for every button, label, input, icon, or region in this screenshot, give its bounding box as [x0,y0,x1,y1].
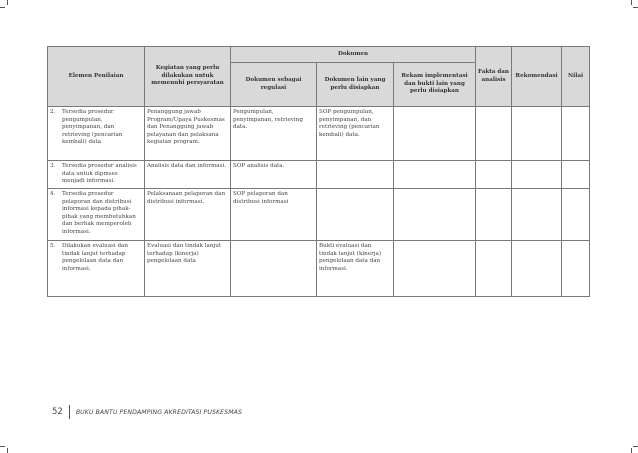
fakta-cell [476,161,512,189]
header-fakta: Fakta dan analisis [476,47,512,107]
table-row [48,161,590,189]
crop-mark [631,448,632,453]
dokumen-perlu-cell: SOP pengumpulan, penyimpanan, dan retrieving (pencarian kembali) data. [317,107,394,161]
header-dokumen: Dokumen [231,47,476,63]
rekam-cell [394,161,476,189]
header-rekam: Rekam implementasi dan bukti lain yang perlu disiapkan [394,63,476,107]
header-dokumen-perlu: Dokumen lain yang perlu disiapkan [317,63,394,107]
crop-mark [633,7,638,8]
header-nilai: Nilai [562,47,590,107]
rekam-cell [394,107,476,161]
header-elemen: Elemen Penilaian [48,47,145,107]
elemen-text: Dilakukan evaluasi dan tindak lanjut terhadap pengelolaan data dan informasi. [62,243,128,272]
table-row [48,107,590,161]
rekam-cell [394,241,476,297]
footer-divider [69,405,70,419]
crop-mark [0,446,5,447]
rekomendasi-cell [512,189,562,241]
regulasi-cell [231,241,317,297]
nilai-cell [562,241,590,297]
dokumen-perlu-cell [317,161,394,189]
row-number: 2. [50,109,56,115]
crop-mark [0,7,5,8]
kegiatan-cell: Pelaksanaan pelaporan dan distribusi informasi. [145,189,231,241]
page-footer [52,404,242,420]
nilai-cell [562,107,590,161]
dokumen-perlu-cell [317,189,394,241]
nilai-cell [562,161,590,189]
elemen-text: Tersedia prosedur analisis data untuk dipmses menjadi informasi. [62,163,137,185]
regulasi-cell: SOP pelaporan dan distribusi informasi [231,189,317,241]
regulasi-cell: SOP analisis data. [231,161,317,189]
kegiatan-cell: Analisis data dan informasi. [145,161,231,189]
book-title: BUKU BANTU PENDAMPING AKREDITASI PUSKESMAS [75,408,243,416]
kegiatan-cell: Penanggung jawab Program/Upaya Puskesmas dan Penanggung jawab pelayanan dan pelaksana kegiatan program. [145,107,231,161]
kegiatan-cell: Evaluasi dan tindak lanjut terhadap (kinerja) pengelolaan data [145,241,231,297]
crop-mark [631,0,632,5]
fakta-cell [476,107,512,161]
header-kegiatan: Kegiatan yang perlu dilakukan untuk memenuhi persyaratan [145,47,231,107]
rekomendasi-cell [512,161,562,189]
row-number: 3. [50,163,56,169]
row-number: 5. [50,243,56,249]
header-dokumen-regulasi: Dokumen sebagai regulasi [231,63,317,107]
crop-mark [7,0,8,5]
header-rekomendasi: Rekomendasi [512,47,562,107]
elemen-text: Tersedia prosedur pengumpulan, penyimpanan, dan retrieving (pencarian kembali) data. [62,109,123,146]
nilai-cell [562,189,590,241]
rekomendasi-cell [512,107,562,161]
elemen-cell [48,189,145,241]
elemen-text: Tersedia prosedur pelaporan dan distribusi informasi kepada pihak-pihak yang membutuhkan dan berhak memperoleh informasi. [62,191,136,235]
elemen-cell [48,107,145,161]
elemen-cell [48,161,145,189]
regulasi-cell: Pengumpulan, penyimpanan, retrieving data. [231,107,317,161]
page-number: 52 [52,407,63,417]
table-row [48,241,590,297]
rekomendasi-cell [512,241,562,297]
crop-mark [633,446,638,447]
fakta-cell [476,241,512,297]
elemen-cell [48,241,145,297]
dokumen-perlu-cell: Bukti evaluasi dan tindak lanjut (kinerja) pengelolaan data dan informasi. [317,241,394,297]
rekam-cell [394,189,476,241]
row-number: 4. [50,191,56,197]
crop-mark [7,448,8,453]
table-row [48,189,590,241]
assessment-table [47,46,590,297]
fakta-cell [476,189,512,241]
